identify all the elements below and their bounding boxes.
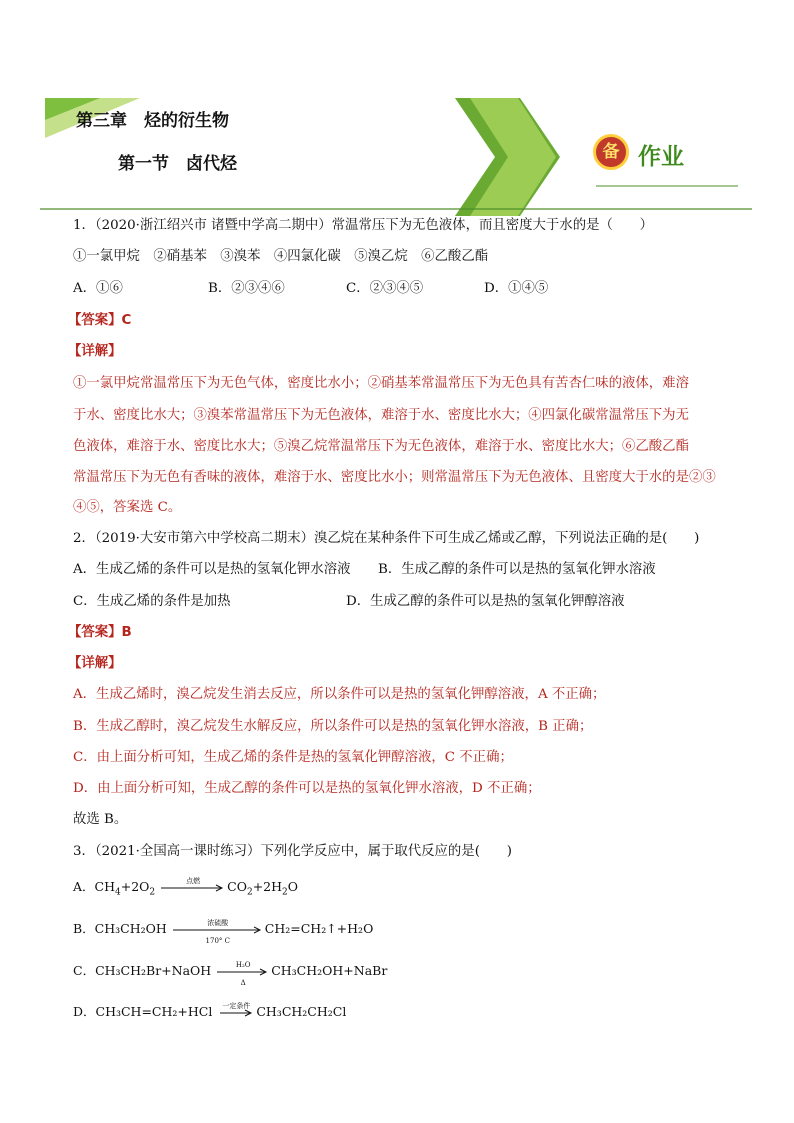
q3-a-label: A．CH: [73, 879, 115, 894]
chapter-title: 第三章 烃的衍生物: [76, 111, 229, 131]
q1-detail-heading: 【详解】: [68, 344, 122, 359]
q3-option-d: [73, 1003, 346, 1021]
q2-option-d: D．生成乙醇的条件可以是热的氢氧化钾醇溶液: [346, 594, 625, 609]
q3-d-label: D．CH₃CH=CH₂+HCl: [73, 1004, 213, 1019]
q1-answer: 【答案】C: [68, 313, 132, 328]
q2-explanation-a: A．生成乙烯时，溴乙烷发生消去反应，所以条件可以是热的氢氧化钾醇溶液，A 不正确；: [73, 687, 606, 702]
q1-option-d: D．①④⑤: [484, 281, 549, 296]
q2-option-b: B．生成乙醇的条件可以是热的氢氧化钾水溶液: [378, 562, 656, 577]
q1-explanation-4: 常温常压下为无色有香味的液体，难溶于水、密度比水小；则常温常压下为无色液体、且密度大于水的是②③: [73, 470, 716, 485]
badge-char: 备: [602, 142, 620, 162]
q1-option-c: C．②③④⑤: [346, 281, 424, 296]
q2-explanation-b: B．生成乙醇时，溴乙烷发生水解反应，所以条件可以是热的氢氧化钾水溶液，B 正确；: [73, 719, 593, 734]
q1-option-a: A．①⑥: [73, 281, 123, 296]
q2-option-a: A．生成乙烯的条件可以是热的氢氧化钾水溶液: [73, 562, 351, 577]
q3-b-products: CH₂=CH₂↑+H₂O: [264, 921, 374, 936]
q3-b-condition-top: 浓硫酸: [207, 918, 229, 927]
q2-option-c: C．生成乙烯的条件是加热: [73, 594, 231, 609]
q1-explanation-1: ①一氯甲烷常温常压下为无色气体，密度比水小；②硝基苯常温常压下为无色具有苦杏仁味的液体，难溶: [73, 376, 689, 391]
q3-b-label: B．CH₃CH₂OH: [73, 921, 167, 936]
q3-option-a: A．$CH_4+2O_2$ 点燃 $CO_2+2H_2O$: [73, 878, 298, 902]
header-chevron-front: [470, 98, 556, 216]
q3-b-condition-bottom: 170° C: [205, 936, 230, 945]
q1-stem: 1．（2020·浙江绍兴市 诸暨中学高二期中）常温常压下为无色液体，而且密度大于水的是（ ）: [73, 218, 654, 233]
q3-c-label: C．CH₃CH₂Br+NaOH: [73, 963, 212, 978]
q2-detail-heading: 【详解】: [68, 656, 122, 671]
q1-explanation-3: 色液体，难溶于水、密度比水大；⑤溴乙烷常温常压下为无色液体，难溶于水、密度比水大；⑥乙酸乙酯: [73, 439, 689, 454]
section-title: 第一节 卤代烃: [118, 154, 237, 174]
q3-option-b: [73, 918, 374, 945]
q1-explanation-2: 于水、密度比水大；③溴苯常温常压下为无色液体，难溶于水、密度比水大；④四氯化碳常温常压下为无: [73, 408, 689, 423]
q3-d-products: CH₃CH₂CH₂Cl: [256, 1004, 347, 1019]
badge-icon: [593, 134, 629, 170]
q2-conclusion: 故选 B。: [73, 812, 128, 827]
q3-stem: 3．（2021·全国高一课时练习）下列化学反应中，属于取代反应的是( ): [73, 844, 512, 859]
reaction-arrow-icon: [217, 960, 269, 987]
q2-explanation-c: C．由上面分析可知，生成乙烯的条件是热的氢氧化钾醇溶液，C 不正确；: [73, 750, 513, 765]
reaction-arrow-icon: [218, 1001, 254, 1018]
badge-label: 作业: [638, 144, 684, 170]
q3-c-condition-top: H₂O: [235, 960, 251, 969]
q2-stem: 2．（2019·大安市第六中学校高二期末）溴乙烷在某种条件下可生成乙烯或乙醇，下列说法正确的是( ): [73, 531, 700, 546]
q3-d-condition: 一定条件: [222, 1001, 251, 1010]
reaction-arrow-icon: [173, 918, 263, 945]
q1-items: ①一氯甲烷 ②硝基苯 ③溴苯 ④四氯化碳 ⑤溴乙烷 ⑥乙酸乙酯: [73, 249, 489, 264]
q1-explanation-5: ④⑤，答案选 C。: [73, 500, 182, 515]
q3-c-products: CH₃CH₂OH+NaBr: [271, 963, 388, 978]
q3-option-c: [73, 960, 388, 987]
q3-c-condition-bottom: Δ: [240, 978, 246, 987]
q2-answer: 【答案】B: [68, 625, 132, 640]
q3-a-condition: 点燃: [186, 876, 201, 885]
reaction-arrow-icon: [161, 876, 225, 893]
q1-option-b: B．②③④⑥: [208, 281, 285, 296]
q2-explanation-d: D．由上面分析可知，生成乙醇的条件可以是热的氢氧化钾水溶液，D 不正确；: [73, 781, 541, 796]
